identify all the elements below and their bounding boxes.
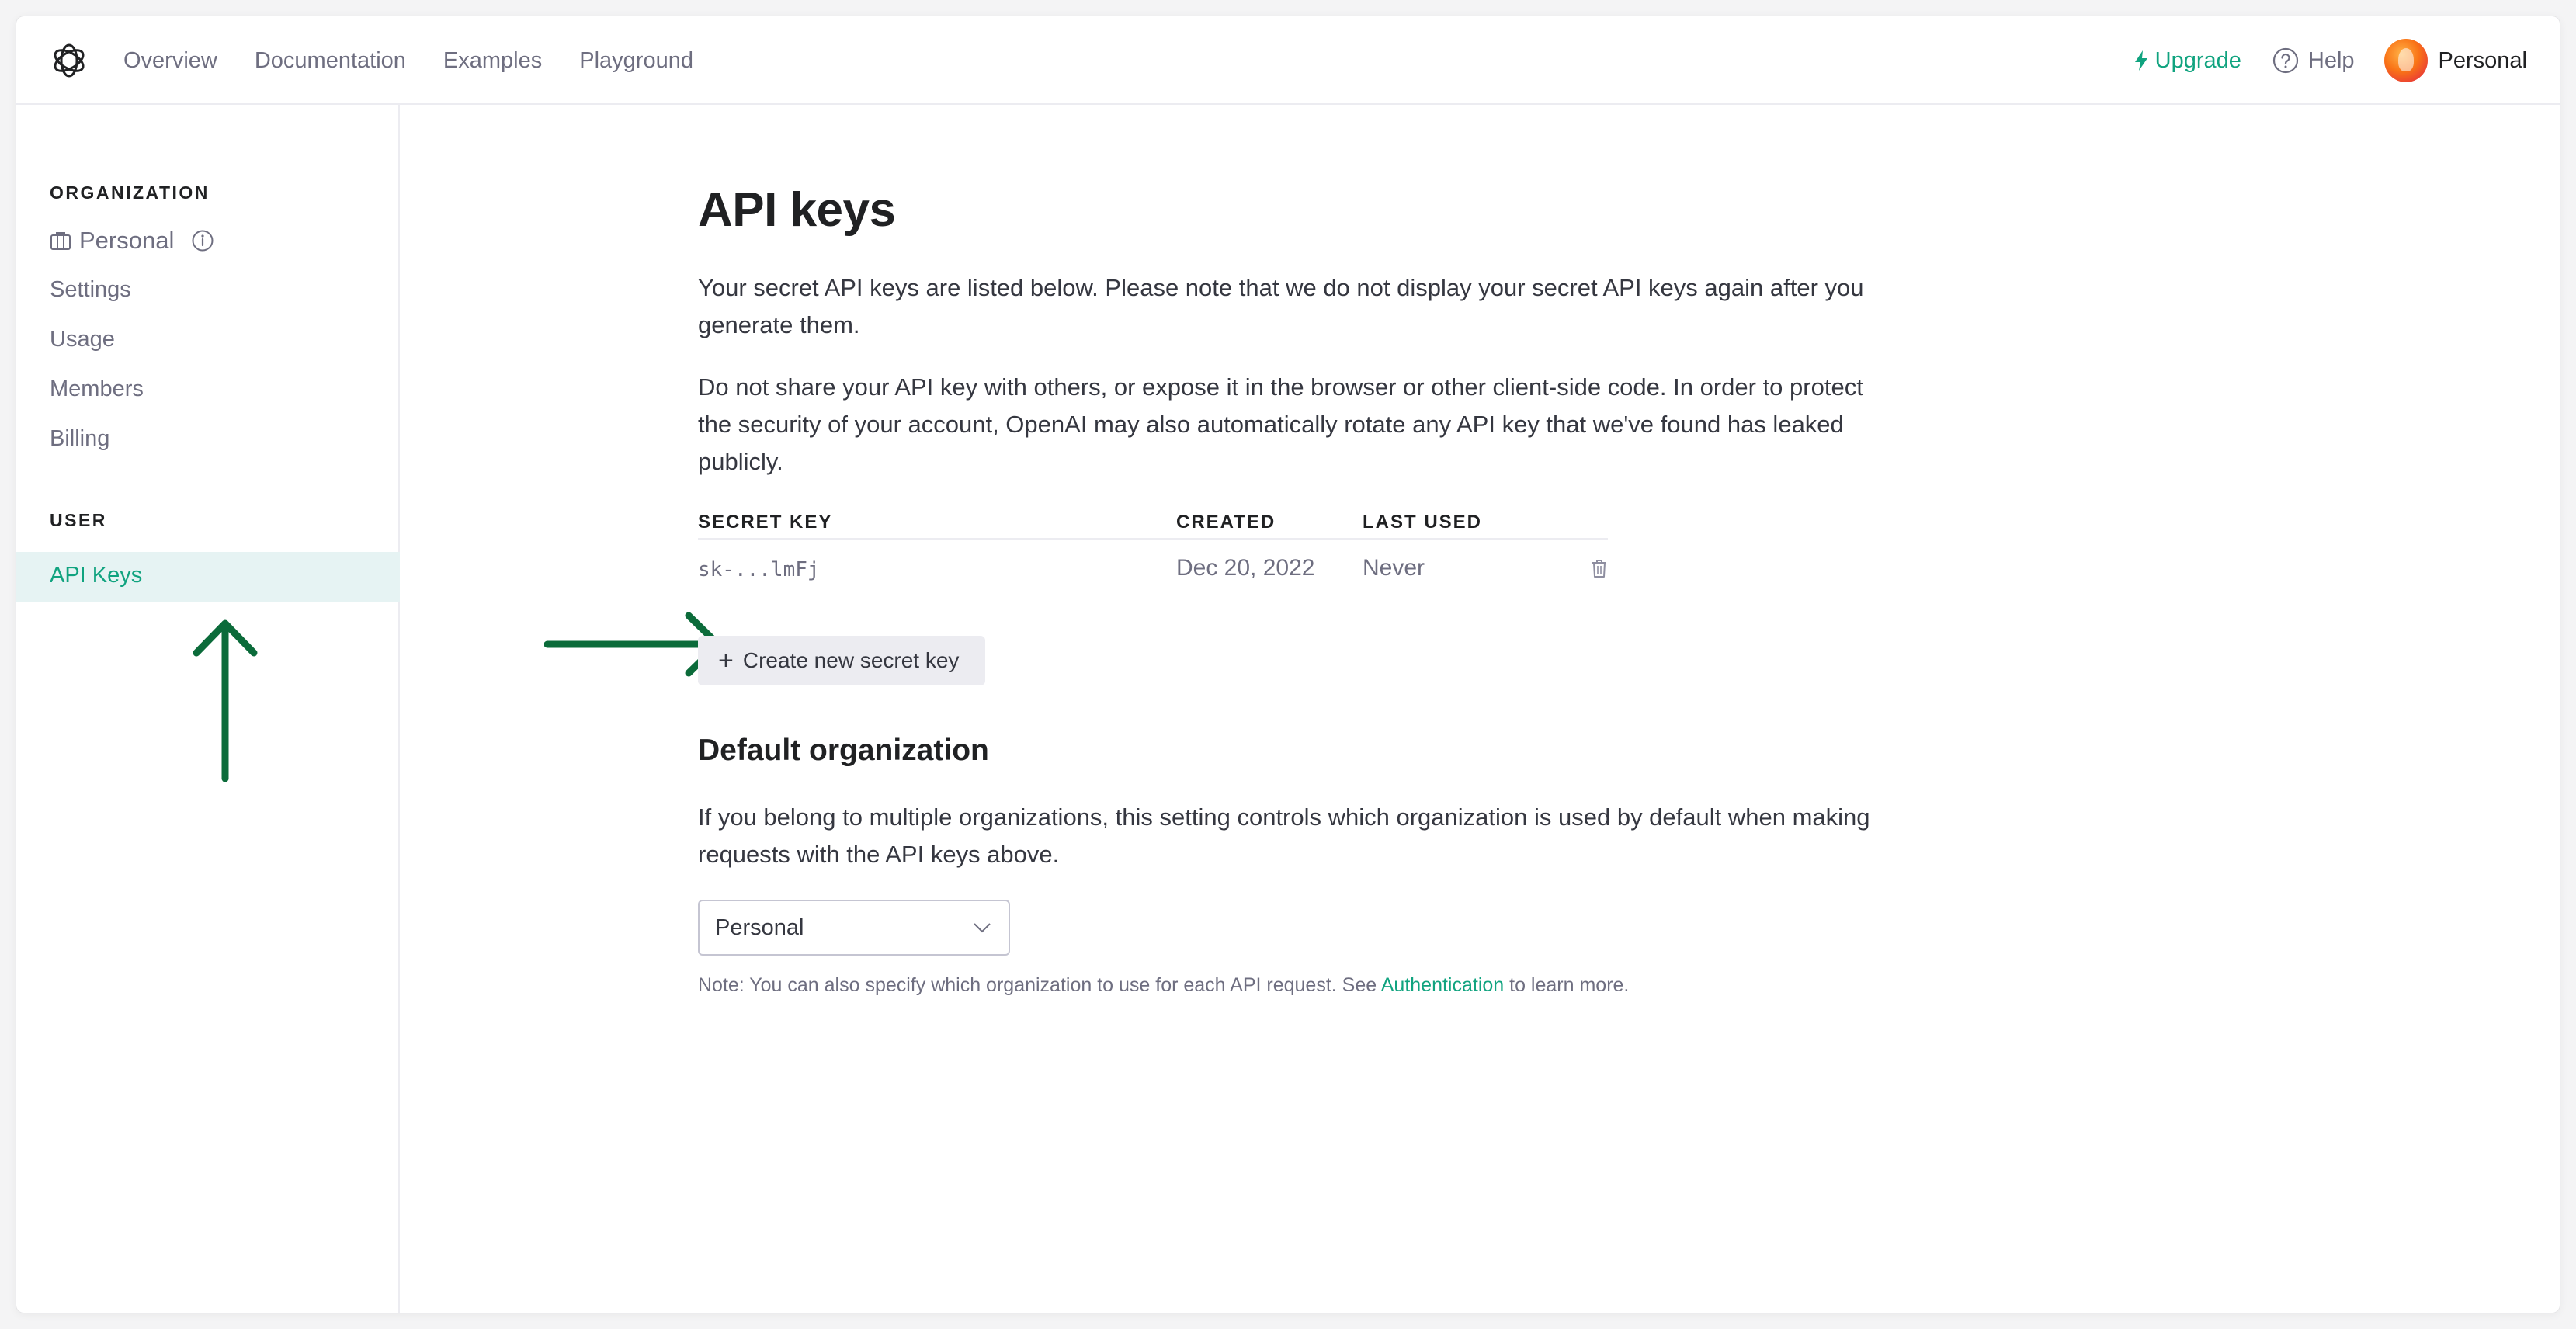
- header-actions: [2133, 16, 2527, 105]
- app-window: [16, 16, 2560, 1313]
- sidebar-item-members[interactable]: Members: [50, 376, 144, 401]
- nav-overview-link[interactable]: Overview: [123, 47, 217, 73]
- sidebar-org-name: Personal: [79, 227, 175, 254]
- main-nav: [123, 16, 693, 105]
- default-organization-heading: Default organization: [698, 734, 989, 767]
- plus-icon: +: [718, 646, 734, 675]
- top-nav: [16, 16, 2560, 105]
- keys-table-header: [698, 508, 1608, 540]
- question-circle-icon: [2272, 47, 2299, 74]
- sidebar-item-api-keys-label: API Keys: [50, 563, 143, 588]
- security-paragraph: Do not share your API key with others, or expose it in the browser or other client-side code. In order to protect the security of your account, OpenAI may also automatically rotate any API key that we've found has leaked publicly.: [698, 373, 1863, 475]
- sidebar-item-api-keys[interactable]: [16, 552, 400, 602]
- last-used-value: Never: [1363, 555, 1425, 581]
- secret-key-value: sk-...lmFj: [698, 558, 820, 581]
- sidebar: [16, 105, 400, 1313]
- default-organization-description: If you belong to multiple organizations, this setting controls which organization is used by default when making requests with the API keys above.: [698, 803, 1870, 868]
- column-header-last-used: LAST USED: [1363, 512, 1483, 533]
- help-label: Help: [2307, 47, 2355, 73]
- page-title: API keys: [698, 183, 896, 237]
- table-row: [698, 541, 1608, 597]
- authentication-link[interactable]: Authentication: [1380, 974, 1505, 996]
- sidebar-org-selector[interactable]: [50, 227, 214, 255]
- sidebar-item-billing[interactable]: Billing: [50, 426, 110, 451]
- account-name: Personal: [2438, 47, 2527, 73]
- sidebar-item-settings[interactable]: Settings: [50, 277, 131, 302]
- intro-paragraph: Your secret API keys are listed below. Please note that we do not display your secret API keys again after you generate them.: [698, 274, 1864, 338]
- organization-select[interactable]: [698, 900, 1010, 956]
- openai-logo-icon[interactable]: [49, 40, 89, 81]
- nav-examples-link[interactable]: Examples: [443, 47, 543, 73]
- column-header-secret-key: SECRET KEY: [698, 512, 833, 533]
- created-date: Dec 20, 2022: [1176, 555, 1315, 581]
- authentication-note: [698, 974, 1629, 997]
- lightning-icon: [2133, 50, 2149, 71]
- sidebar-item-usage[interactable]: Usage: [50, 327, 115, 352]
- create-secret-key-label: Create new secret key: [742, 648, 960, 672]
- chevron-down-icon: [973, 921, 991, 934]
- create-secret-key-button[interactable]: [698, 636, 985, 685]
- avatar: [2384, 39, 2428, 82]
- column-header-created: CREATED: [1176, 512, 1276, 533]
- note-suffix: to learn more.: [1504, 974, 1630, 996]
- upgrade-label: Upgrade: [2154, 47, 2241, 73]
- trash-icon[interactable]: [1591, 558, 1608, 578]
- account-menu[interactable]: [2384, 39, 2527, 82]
- note-prefix: Note: You can also specify which organization to use for each API request. See: [698, 974, 1381, 996]
- upgrade-button[interactable]: [2133, 48, 2241, 74]
- nav-documentation-link[interactable]: Documentation: [254, 47, 406, 73]
- building-icon: [50, 231, 71, 251]
- sidebar-heading-organization: ORGANIZATION: [50, 182, 210, 203]
- sidebar-heading-user: USER: [50, 510, 107, 530]
- info-icon[interactable]: [191, 229, 214, 252]
- help-button[interactable]: [2272, 47, 2355, 74]
- organization-select-value: Personal: [715, 914, 804, 940]
- nav-playground-link[interactable]: Playground: [579, 47, 693, 73]
- annotation-arrow-up-icon: [192, 617, 259, 782]
